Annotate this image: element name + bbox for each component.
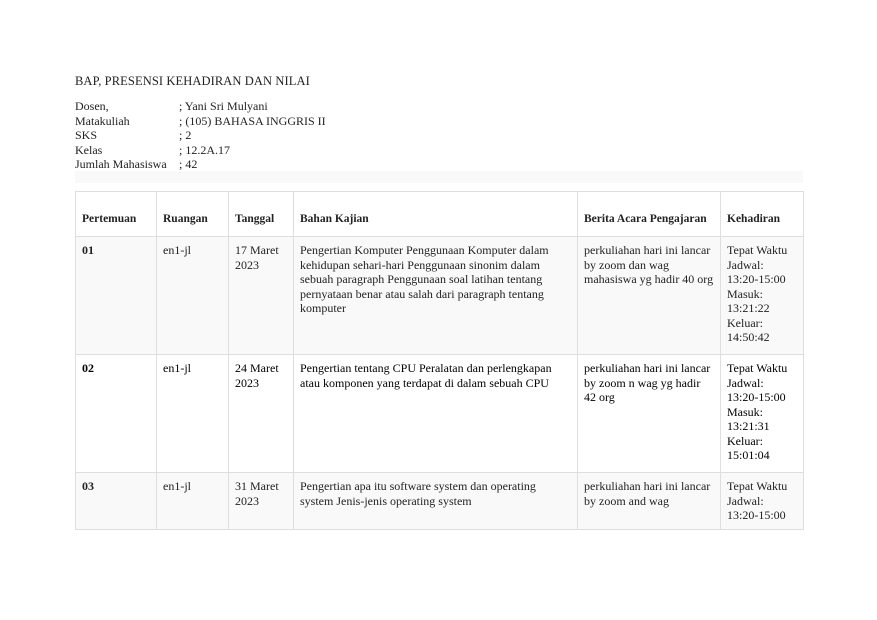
- cell-tanggal: 24 Maret 2023: [229, 355, 294, 473]
- info-value: ; Yani Sri Mulyani: [179, 99, 268, 113]
- cell-kehadiran: [721, 473, 804, 530]
- header-berita-acara: Berita Acara Pengajaran: [578, 192, 721, 237]
- kehadiran-line: 13:20-15:00: [727, 390, 786, 404]
- cell-berita: perkuliahan hari ini lancar by zoom n wag yg hadir 42 org: [578, 355, 721, 473]
- kehadiran-line: Jadwal:: [727, 375, 764, 390]
- kehadiran-line: Tepat Waktu: [727, 361, 788, 375]
- info-label: SKS: [75, 128, 98, 142]
- divider-strip: [75, 171, 803, 183]
- cell-kehadiran: [721, 355, 804, 473]
- header-tanggal: Tanggal: [229, 192, 294, 237]
- kehadiran-line: Jadwal:: [727, 257, 764, 272]
- kehadiran-line: Masuk:: [727, 404, 763, 419]
- cell-ruangan: en1-jl: [157, 473, 229, 530]
- info-label: Dosen,: [75, 99, 109, 113]
- info-label: Jumlah Mahasiswa: [75, 157, 167, 171]
- cell-tanggal: 17 Maret 2023: [229, 237, 294, 355]
- header-kehadiran: Kehadiran: [721, 192, 804, 237]
- info-value: ; (105) BAHASA INGGRIS II: [179, 113, 326, 128]
- kehadiran-line: Jadwal:: [727, 493, 764, 508]
- info-label: Kelas: [75, 142, 103, 157]
- kehadiran-line: 15:01:04: [727, 448, 770, 462]
- header-pertemuan: Pertemuan: [76, 192, 157, 237]
- cell-bahan: Pengertian Komputer Penggunaan Komputer dalam kehidupan sehari-hari Penggunaan sinonim dalam sebuah paragraph Penggunaan soal latihan tentang pernyataan benar atau salah dari paragraph tentang komputer: [294, 237, 578, 355]
- kehadiran-line: 13:20-15:00: [727, 272, 786, 286]
- kehadiran-line: Tepat Waktu: [727, 243, 788, 257]
- table-row: [76, 237, 804, 355]
- info-value: ; 42: [179, 157, 198, 171]
- attendance-table: [75, 191, 804, 530]
- cell-pertemuan: 03: [76, 473, 157, 530]
- table-row: [76, 473, 804, 530]
- info-value: ; 2: [179, 128, 192, 142]
- cell-berita: perkuliahan hari ini lancar by zoom dan wag mahasiswa yg hadir 40 org: [578, 237, 721, 355]
- cell-pertemuan: 02: [76, 355, 157, 473]
- course-info: [75, 99, 326, 172]
- cell-tanggal: 31 Maret 2023: [229, 473, 294, 530]
- page-title: BAP, PRESENSI KEHADIRAN DAN NILAI: [75, 74, 310, 88]
- kehadiran-line: Keluar:: [727, 433, 763, 448]
- info-value: ; 12.2A.17: [179, 142, 230, 157]
- info-row-sks: [75, 128, 326, 143]
- table-row: [76, 355, 804, 473]
- info-label: Matakuliah: [75, 113, 130, 128]
- cell-berita: perkuliahan hari ini lancar by zoom and wag: [578, 473, 721, 530]
- kehadiran-line: 13:21:31: [727, 419, 770, 433]
- cell-pertemuan: 01: [76, 237, 157, 355]
- info-row-jumlah: [75, 157, 326, 172]
- info-row-kelas: [75, 143, 326, 158]
- info-row-matakuliah: [75, 114, 326, 129]
- cell-kehadiran: [721, 237, 804, 355]
- cell-ruangan: en1-jl: [157, 355, 229, 473]
- cell-ruangan: en1-jl: [157, 237, 229, 355]
- kehadiran-line: 14:50:42: [727, 330, 770, 344]
- kehadiran-line: 13:21:22: [727, 301, 770, 315]
- header-bahan-kajian: Bahan Kajian: [294, 192, 578, 237]
- kehadiran-line: Keluar:: [727, 315, 763, 330]
- kehadiran-line: Tepat Waktu: [727, 479, 788, 493]
- table-header-row: [76, 192, 804, 237]
- kehadiran-line: Masuk:: [727, 286, 763, 301]
- kehadiran-line: 13:20-15:00: [727, 508, 786, 522]
- info-row-dosen: [75, 99, 326, 114]
- cell-bahan: Pengertian apa itu software system dan operating system Jenis-jenis operating system: [294, 473, 578, 530]
- header-ruangan: Ruangan: [157, 192, 229, 237]
- cell-bahan: Pengertian tentang CPU Peralatan dan perlengkapan atau komponen yang terdapat di dalam sebuah CPU: [294, 355, 578, 473]
